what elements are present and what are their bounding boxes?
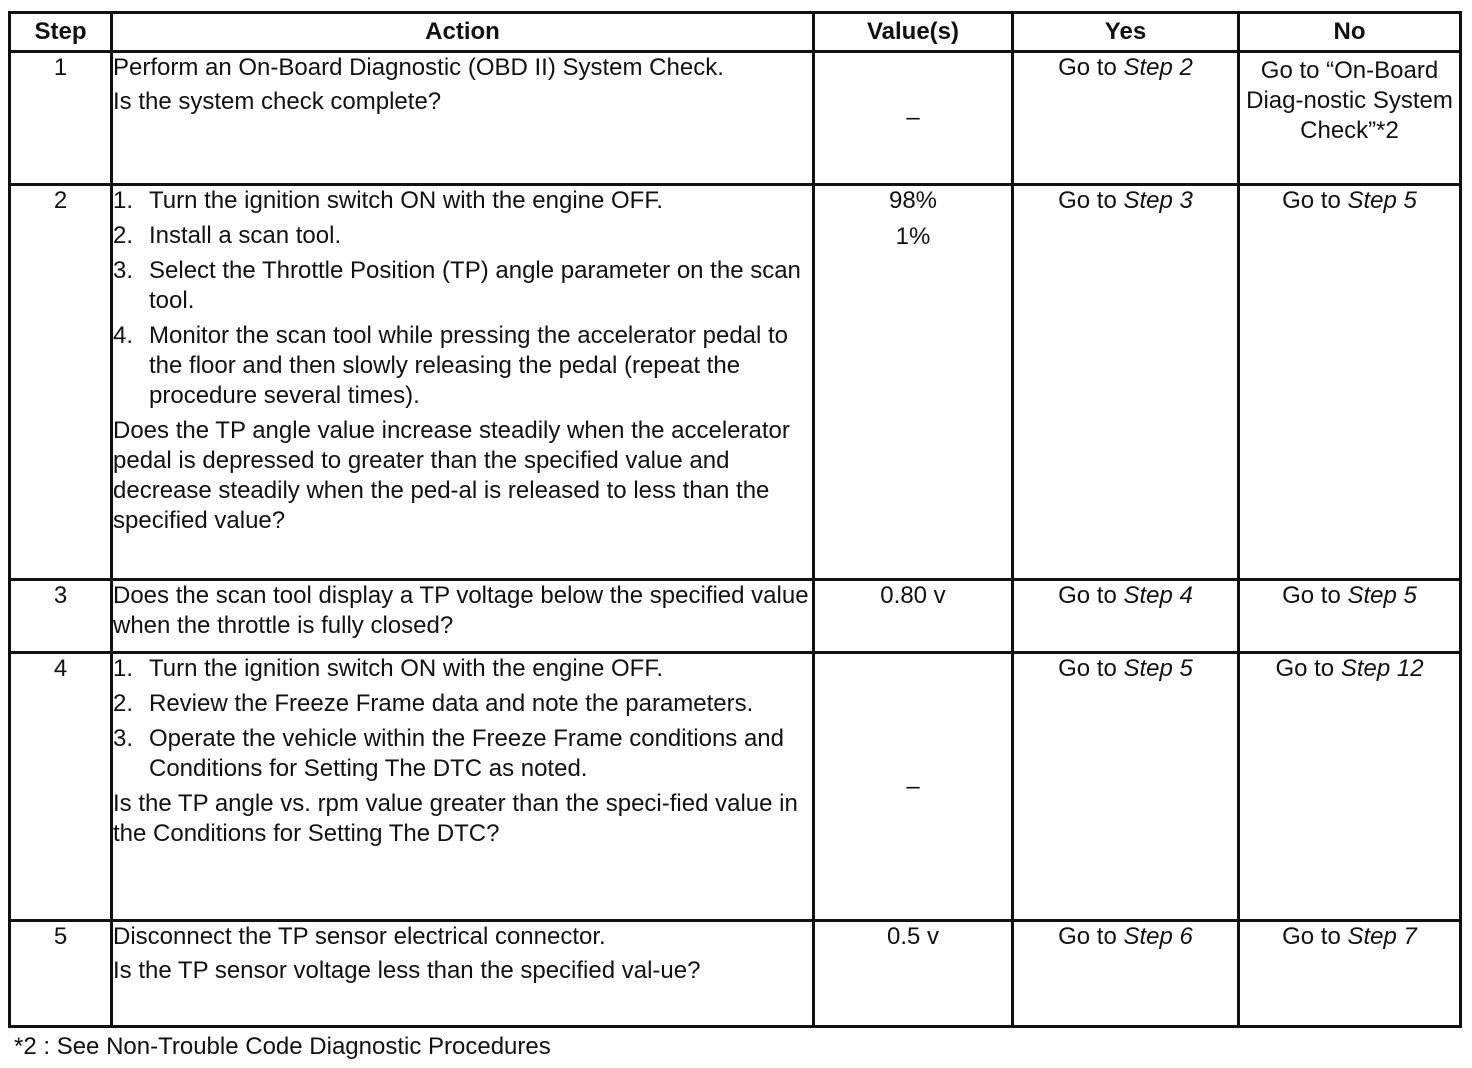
action-cell — [112, 580, 814, 653]
no-step-link[interactable]: Step 5 — [1347, 582, 1417, 609]
value-cell — [814, 653, 1013, 921]
action-step-number: 3. — [113, 725, 134, 752]
table-row-step-1 — [10, 52, 1461, 185]
value-cell — [814, 185, 1013, 580]
action-intro: Perform an On-Board Diagnostic (OBD II) System Check. — [113, 54, 724, 81]
action-question: Is the TP angle vs. rpm value greater than the speci-fied value in the Conditions for Setting The DTC? — [113, 790, 798, 847]
value-cell — [814, 52, 1013, 185]
header-row — [10, 13, 1461, 52]
yes-cell — [1013, 185, 1239, 580]
yes-step-link[interactable]: Step 2 — [1123, 54, 1193, 81]
no-cell — [1239, 580, 1461, 653]
action-step-item — [113, 256, 812, 316]
yes-prefix: Go to — [1058, 54, 1124, 81]
action-step-text: Select the Throttle Position (TP) angle parameter on the scan tool. — [149, 257, 801, 314]
action-question: Is the system check complete? — [113, 88, 442, 115]
action-intro: Disconnect the TP sensor electrical connector. — [113, 923, 606, 950]
no-step-link[interactable]: Step 12 — [1340, 655, 1424, 682]
action-question: Does the TP angle value increase steadily when the accelerator pedal is depressed to greater than the specified value and decrease steadily when the ped-al is released to less than the specified value? — [113, 417, 790, 534]
yes-prefix: Go to — [1058, 923, 1124, 950]
no-prefix: Go to — [1282, 582, 1348, 609]
action-step-text: Operate the vehicle within the Freeze Frame conditions and Conditions for Setting The DTC as noted. — [149, 725, 785, 782]
action-step-item — [113, 689, 812, 719]
header-action: Action — [112, 13, 814, 52]
value-text: 0.5 v — [886, 923, 940, 950]
table-row-step-3 — [10, 580, 1461, 653]
yes-cell — [1013, 921, 1239, 1027]
value-text: – — [906, 104, 920, 131]
yes-step-link[interactable]: Step 4 — [1123, 582, 1193, 609]
action-step-text: Turn the ignition switch ON with the engine OFF. — [149, 655, 664, 682]
yes-cell — [1013, 653, 1239, 921]
value-text: 1% — [895, 223, 931, 250]
value-text: – — [906, 772, 920, 800]
action-step-number: 1. — [113, 187, 134, 214]
action-step-item — [113, 186, 812, 216]
header-values: Value(s) — [814, 13, 1013, 52]
yes-prefix: Go to — [1058, 187, 1124, 214]
no-step-link[interactable]: Step 7 — [1347, 923, 1417, 950]
yes-step-link[interactable]: Step 6 — [1123, 923, 1193, 950]
table-row-step-5 — [10, 921, 1461, 1027]
action-step-number: 1. — [113, 655, 134, 682]
step-number: 4 — [10, 653, 112, 921]
value-cell — [814, 921, 1013, 1027]
footnote: *2 : See Non-Trouble Code Diagnostic Procedures — [14, 1033, 551, 1060]
action-cell — [112, 653, 814, 921]
action-step-text: Turn the ignition switch ON with the engine OFF. — [149, 187, 664, 214]
value-text: 0.80 v — [880, 582, 946, 609]
no-step-link[interactable]: Step 5 — [1347, 187, 1417, 214]
action-step-number: 2. — [113, 222, 134, 249]
value-text: 98% — [888, 187, 938, 214]
yes-prefix: Go to — [1058, 655, 1124, 682]
action-step-text: Monitor the scan tool while pressing the accelerator pedal to the floor and then slowly releasing the pedal (repeat the procedure several times). — [149, 322, 789, 409]
table-row-step-2 — [10, 185, 1461, 580]
header-yes: Yes — [1013, 13, 1239, 52]
yes-cell — [1013, 52, 1239, 185]
no-prefix: Go to — [1282, 187, 1348, 214]
yes-prefix: Go to — [1058, 582, 1124, 609]
yes-step-link[interactable]: Step 5 — [1123, 655, 1193, 682]
action-cell — [112, 921, 814, 1027]
no-cell — [1239, 185, 1461, 580]
yes-step-link[interactable]: Step 3 — [1123, 187, 1193, 214]
no-cell — [1239, 921, 1461, 1027]
header-no: No — [1239, 13, 1461, 52]
action-step-item — [113, 321, 812, 411]
action-step-item — [113, 724, 812, 784]
no-step-link[interactable]: Go to “On-Board Diag-nostic System Check”*2 — [1246, 57, 1453, 144]
action-cell — [112, 52, 814, 185]
action-step-item — [113, 654, 812, 684]
action-steps-list — [113, 654, 812, 784]
step-number: 3 — [10, 580, 112, 653]
action-step-text: Review the Freeze Frame data and note the parameters. — [149, 690, 754, 717]
action-question: Is the TP sensor voltage less than the specified val-ue? — [113, 957, 701, 984]
table-row-step-4 — [10, 653, 1461, 921]
action-question: Does the scan tool display a TP voltage below the specified value when the throttle is fully closed? — [113, 582, 809, 639]
action-cell — [112, 185, 814, 580]
yes-cell — [1013, 580, 1239, 653]
header-step: Step — [10, 13, 112, 52]
action-step-number: 4. — [113, 322, 134, 349]
no-prefix: Go to — [1275, 655, 1341, 682]
diagnostic-table — [8, 11, 1462, 1028]
action-step-item — [113, 221, 812, 251]
diagnostic-table-container — [8, 11, 1459, 1028]
step-number: 2 — [10, 185, 112, 580]
no-cell — [1239, 653, 1461, 921]
action-step-number: 3. — [113, 257, 134, 284]
value-cell — [814, 580, 1013, 653]
step-number: 1 — [10, 52, 112, 185]
step-number: 5 — [10, 921, 112, 1027]
action-step-number: 2. — [113, 690, 134, 717]
action-steps-list — [113, 186, 812, 411]
no-cell — [1239, 52, 1461, 185]
action-step-text: Install a scan tool. — [149, 222, 342, 249]
no-prefix: Go to — [1282, 923, 1348, 950]
